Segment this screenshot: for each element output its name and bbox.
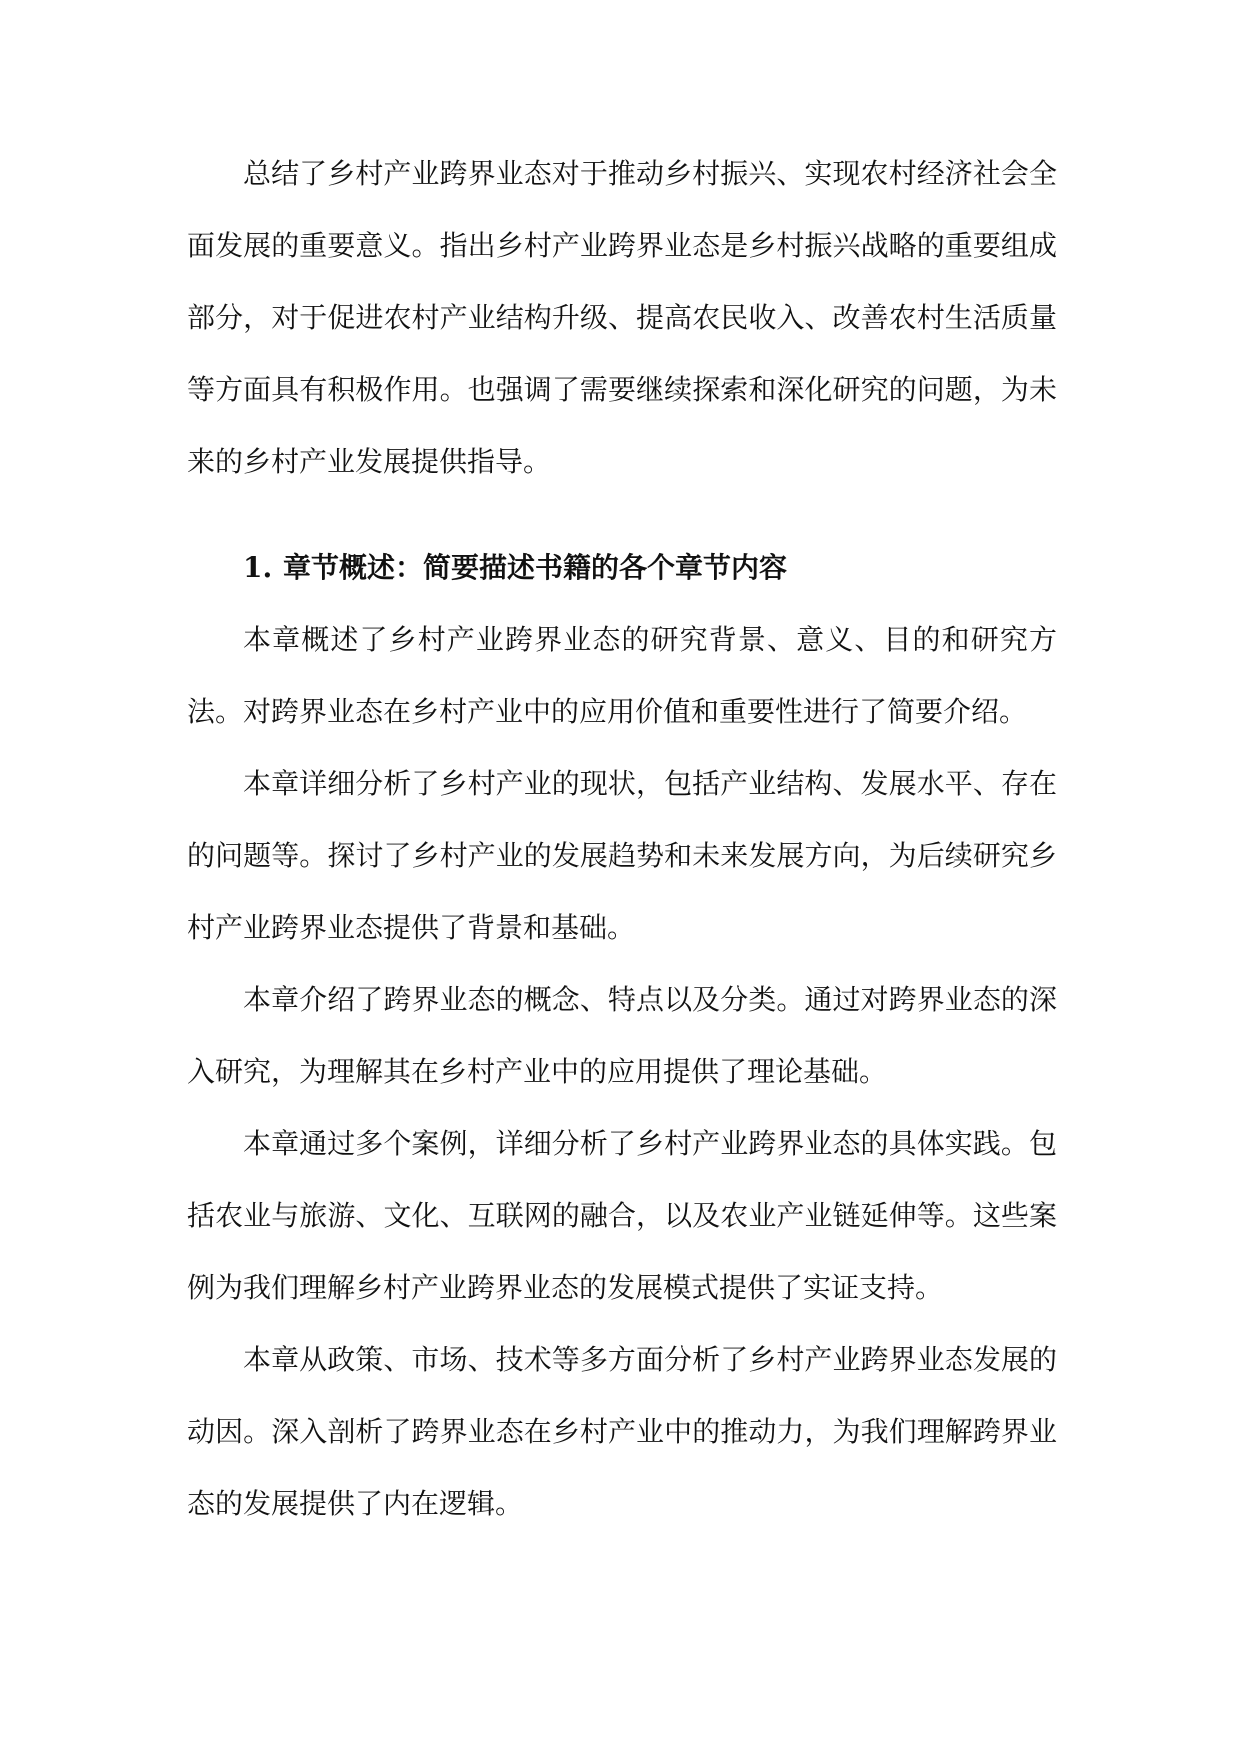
chapter-paragraph-2: 本章详细分析了乡村产业的现状，包括产业结构、发展水平、存在的问题等。探讨了乡村产业的发展趋势和未来发展方向，为后续研究乡村产业跨界业态提供了背景和基础。	[187, 767, 1057, 944]
chapter-paragraph-4: 本章通过多个案例，详细分析了乡村产业跨界业态的具体实践。包括农业与旅游、文化、互联网的融合，以及农业产业链延伸等。这些案例为我们理解乡村产业跨界业态的发展模式提供了实证支持。	[187, 1127, 1057, 1304]
intro-paragraph: 总结了乡村产业跨界业态对于推动乡村振兴、实现农村经济社会全面发展的重要意义。指出乡村产业跨界业态是乡村振兴战略的重要组成部分，对于促进农村产业结构升级、提高农民收入、改善农村生活质量等方面具有积极作用。也强调了需要继续探索和深化研究的问题，为未来的乡村产业发展提供指导。	[187, 157, 1057, 478]
section-title: 章节概述：简要描述书籍的各个章节内容	[283, 551, 788, 584]
chapter-paragraph-3: 本章介绍了跨界业态的概念、特点以及分类。通过对跨界业态的深入研究，为理解其在乡村产业中的应用提供了理论基础。	[187, 983, 1057, 1088]
section-number: 1.	[243, 551, 273, 584]
chapter-paragraph-1: 本章概述了乡村产业跨界业态的研究背景、意义、目的和研究方法。对跨界业态在乡村产业中的应用价值和重要性进行了简要介绍。	[187, 623, 1057, 728]
section-heading	[187, 532, 1057, 604]
chapter-paragraph-5: 本章从政策、市场、技术等多方面分析了乡村产业跨界业态发展的动因。深入剖析了跨界业态在乡村产业中的推动力，为我们理解跨界业态的发展提供了内在逻辑。	[187, 1343, 1057, 1520]
document-page	[187, 138, 1057, 1540]
